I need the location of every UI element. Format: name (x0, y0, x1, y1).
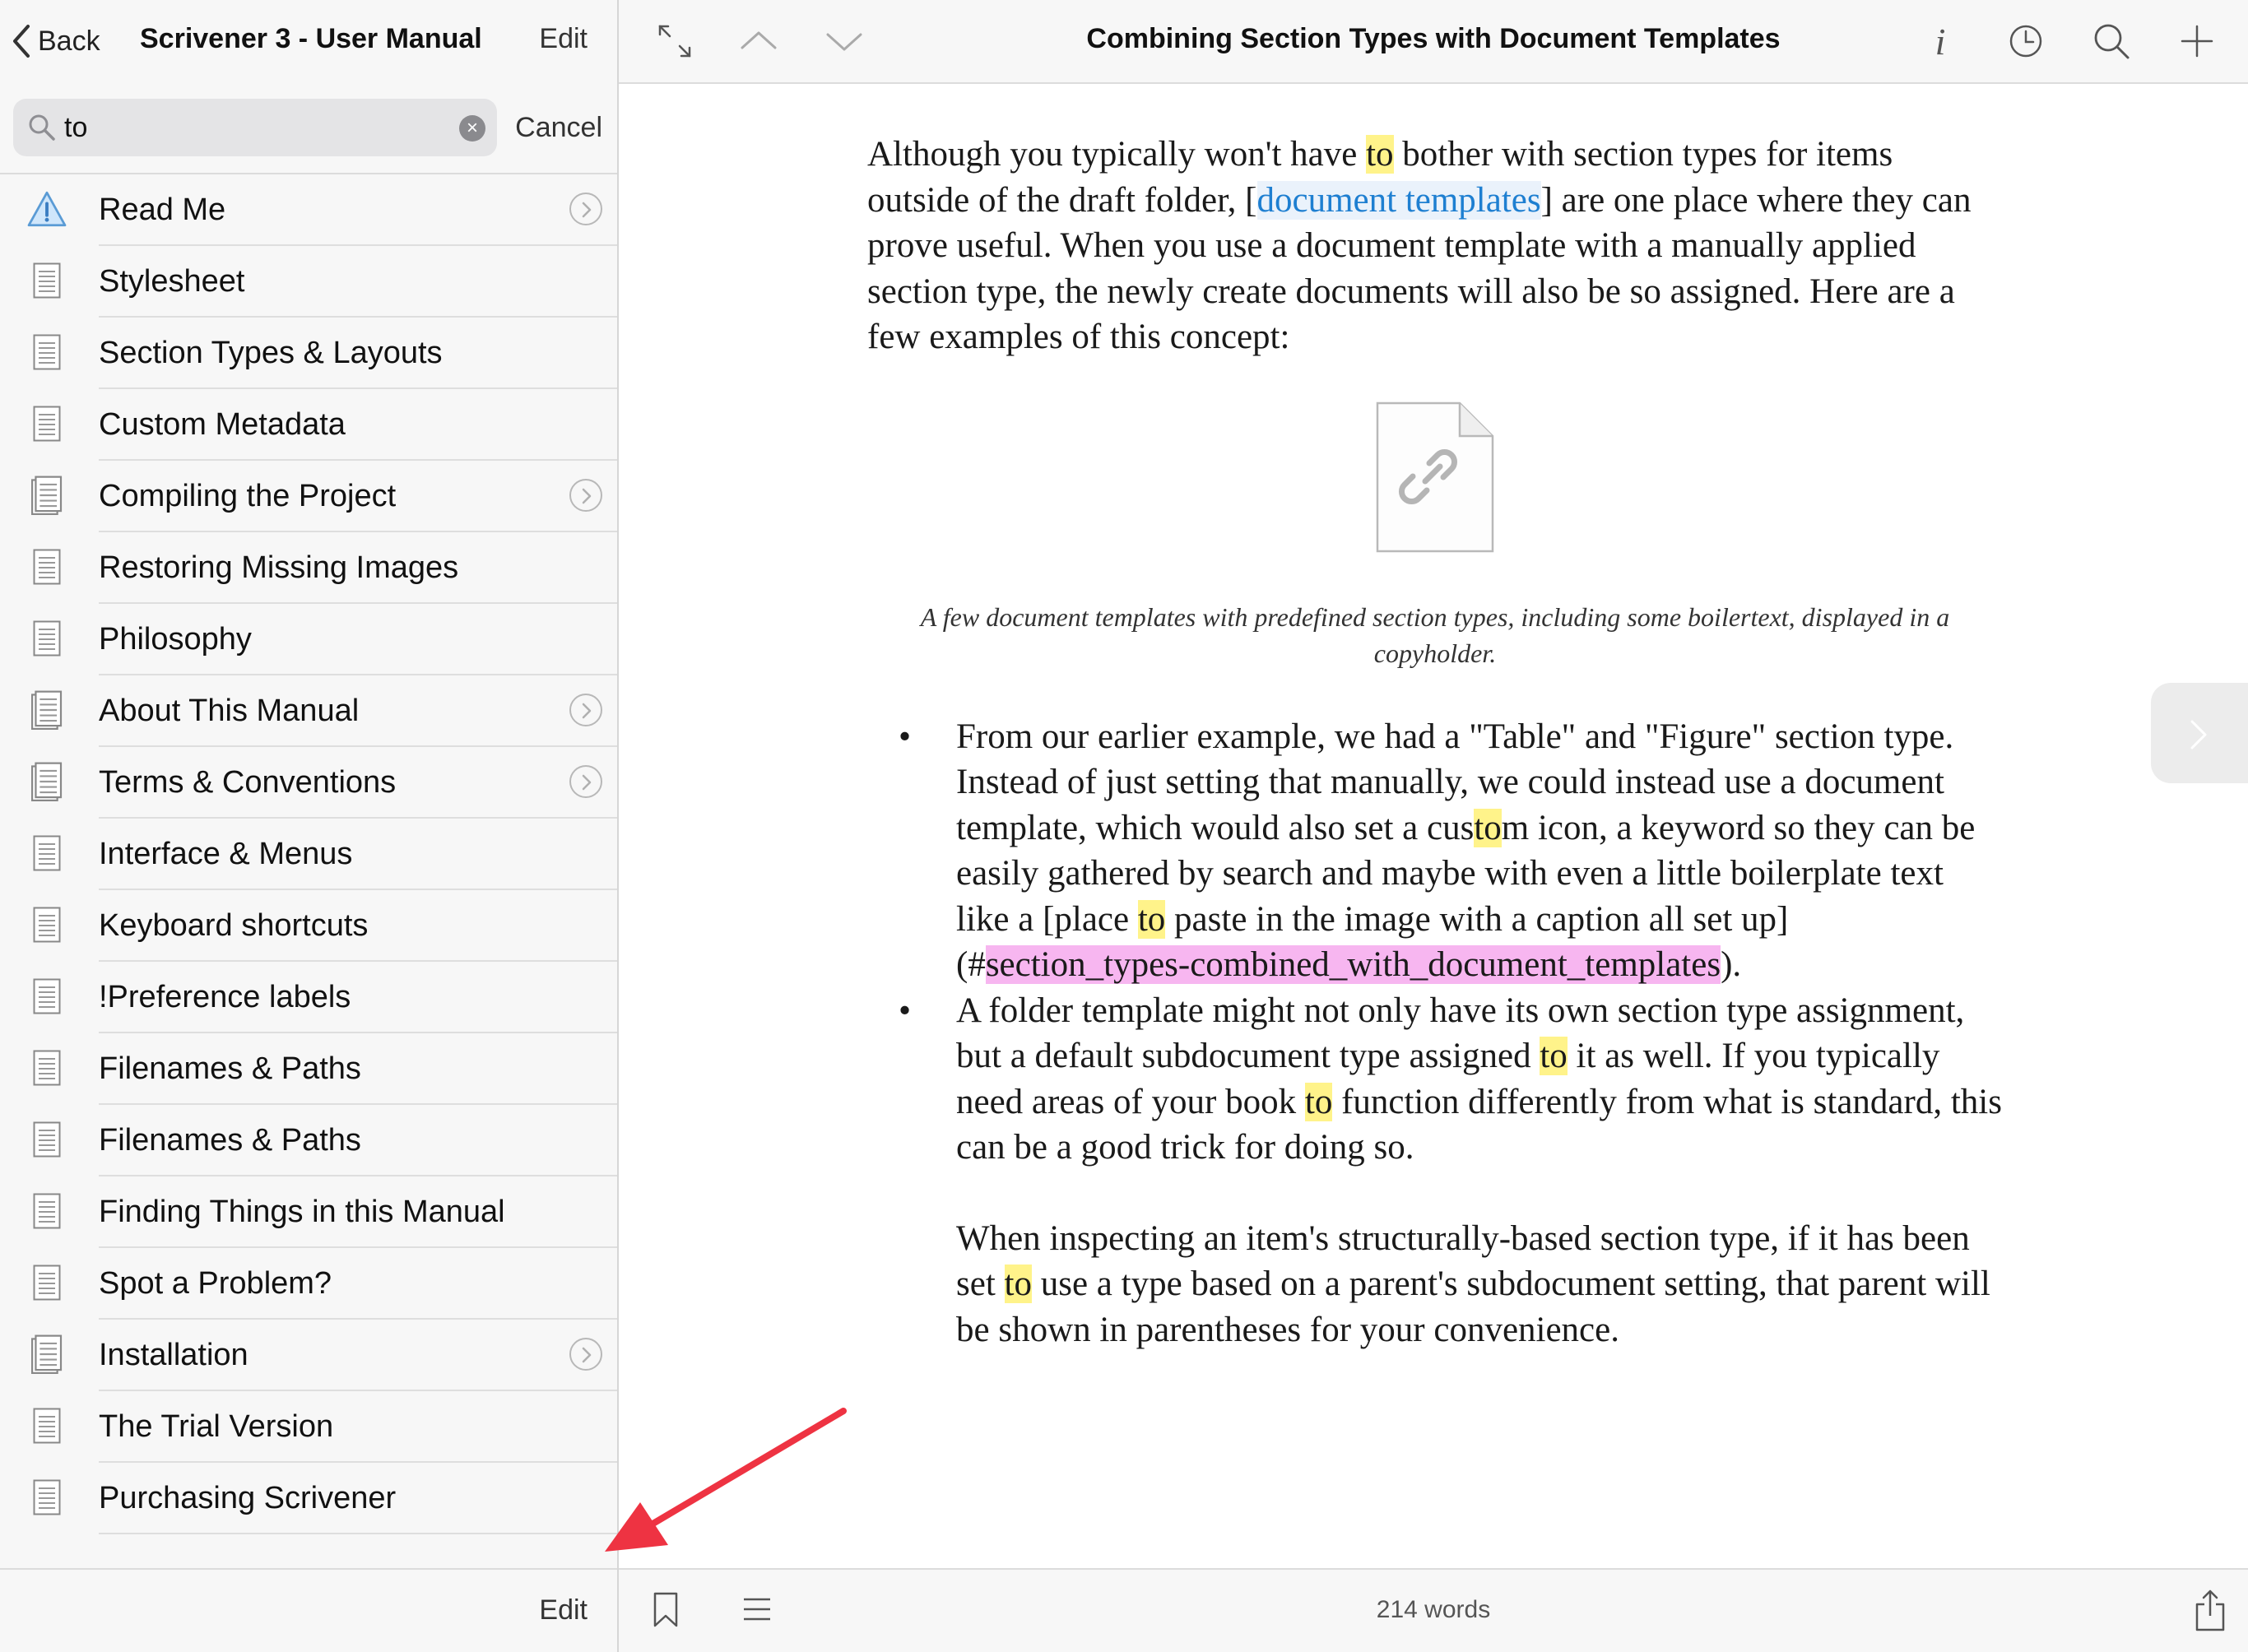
binder-item-label: Stylesheet (99, 264, 245, 299)
text-document-icon (33, 620, 61, 657)
binder-item[interactable] (0, 318, 617, 389)
text-run: function differently from what is standard, this can be a good trick for doing so. (956, 1082, 2002, 1167)
text-document-icon (33, 262, 61, 299)
search-highlight: to (1304, 1082, 1333, 1121)
text-run: ). (1721, 945, 1742, 984)
warning-icon (26, 191, 67, 227)
search-field[interactable] (13, 99, 497, 156)
binder-item[interactable] (0, 461, 617, 532)
binder-item[interactable] (0, 1463, 617, 1534)
binder-item-label: Compiling the Project (99, 479, 397, 513)
binder-item[interactable] (0, 604, 617, 675)
binder-item-label: Spot a Problem? (99, 1266, 332, 1301)
chevron-right-icon (2189, 719, 2209, 750)
disclosure-chevron-icon[interactable] (569, 765, 602, 798)
text-document-icon (33, 406, 61, 442)
binder-item[interactable] (0, 246, 617, 318)
pink-highlight: section_types-combined_with_document_templates (985, 945, 1721, 984)
binder-item[interactable] (0, 890, 617, 962)
binder-item-label: !Preference labels (99, 980, 351, 1014)
bullet-marker: • (899, 991, 912, 1030)
text-run: When inspecting an item's structurally-based section type, if it has been set (956, 1218, 1970, 1303)
text-document-icon (33, 835, 61, 871)
next-document-icon[interactable] (821, 18, 867, 64)
binder-sidebar (0, 0, 619, 1652)
text-document-icon (33, 1265, 61, 1301)
chevron-left-icon (12, 24, 31, 58)
bullet-list (867, 714, 2003, 1171)
binder-item[interactable] (0, 389, 617, 461)
binder-item-label: Keyboard shortcuts (99, 908, 369, 943)
text-run: From our earlier example, we had a "Table" and "Figure" section type. Instead of just setting that manually, we could instead use a document template, which would also set a cus (956, 717, 1954, 847)
expand-icon[interactable] (652, 18, 698, 64)
binder-item[interactable] (0, 819, 617, 890)
binder-item-label: The Trial Version (99, 1409, 334, 1444)
binder-list (0, 174, 617, 1534)
document-templates-link[interactable]: document templates (1256, 180, 1541, 220)
bullet-item (867, 988, 2003, 1171)
sidebar-nav-bar (0, 0, 617, 84)
search-icon[interactable] (2088, 18, 2134, 64)
text-document-icon (33, 549, 61, 585)
disclosure-chevron-icon[interactable] (569, 479, 602, 512)
text-run: m icon, a keyword so they can be easily gathered by search and maybe with even a little boilerplate text like a [place (956, 808, 1976, 939)
bullet-item (867, 714, 2003, 988)
search-icon (28, 114, 56, 142)
disclosure-chevron-icon[interactable] (569, 193, 602, 225)
share-icon[interactable] (2194, 1588, 2227, 1632)
bullet-marker: • (899, 717, 912, 756)
back-label: Back (38, 25, 100, 57)
text-run: use a type based on a parent's subdocument setting, that parent will be shown in parentheses for your convenience. (956, 1265, 1990, 1349)
search-bar (0, 82, 617, 174)
binder-item-label: Filenames & Paths (99, 1051, 361, 1086)
binder-item[interactable] (0, 675, 617, 747)
document-stack-icon (30, 476, 63, 515)
binder-item-label: Filenames & Paths (99, 1123, 361, 1158)
cancel-search-button[interactable]: Cancel (515, 112, 602, 143)
binder-item[interactable] (0, 747, 617, 819)
disclosure-chevron-icon[interactable] (569, 1338, 602, 1371)
binder-item[interactable] (0, 1320, 617, 1391)
intro-paragraph (867, 132, 2003, 360)
sidebar-footer (0, 1568, 617, 1652)
footer-edit-button[interactable]: Edit (539, 1594, 588, 1626)
text-document-icon (33, 1408, 61, 1444)
figure-caption: A few document templates with predefined section types, including some boilertext, displayed in a copyholder. (920, 601, 1950, 668)
binder-item-label: About This Manual (99, 694, 360, 728)
binder-item[interactable] (0, 1391, 617, 1463)
text-run: bother with section types for items outside of the draft folder, [ (867, 135, 1893, 220)
search-input[interactable]: to (64, 112, 88, 143)
text-document-icon (33, 334, 61, 370)
binder-item[interactable] (0, 1033, 617, 1105)
binder-item[interactable] (0, 1105, 617, 1176)
editor-footer (619, 1568, 2248, 1652)
svg-text:i: i (1934, 21, 1946, 63)
binder-item-label: Restoring Missing Images (99, 550, 459, 585)
binder-item-label: Interface & Menus (99, 837, 353, 871)
search-highlight: to (1540, 1037, 1568, 1075)
document-body[interactable] (867, 132, 2003, 1353)
previous-document-icon[interactable] (736, 18, 782, 64)
binder-item-label: Custom Metadata (99, 407, 346, 442)
sidebar-edit-button[interactable]: Edit (539, 23, 588, 54)
figure-placeholder[interactable] (867, 401, 2003, 599)
text-document-icon (33, 1121, 61, 1158)
annotation-arrow (592, 1399, 856, 1563)
binder-item[interactable] (0, 1176, 617, 1248)
word-count: 214 words (1376, 1596, 1491, 1623)
binder-item-label: Read Me (99, 193, 226, 227)
binder-item-label: Section Types & Layouts (99, 336, 443, 370)
text-document-icon (33, 1193, 61, 1229)
binder-item-label: Finding Things in this Manual (99, 1195, 505, 1229)
text-document-icon (33, 978, 61, 1014)
document-stack-icon (30, 762, 63, 801)
document-stack-icon (30, 1334, 63, 1374)
text-run: Although you typically won't have (867, 135, 1367, 174)
text-document-icon (33, 907, 61, 943)
search-highlight: to (1474, 808, 1502, 847)
closing-paragraph (867, 1216, 2003, 1353)
history-icon[interactable] (2003, 18, 2049, 64)
project-title: Scrivener 3 - User Manual (140, 23, 482, 54)
binder-item[interactable] (0, 962, 617, 1033)
binder-item[interactable] (0, 174, 617, 246)
binder-item-label: Purchasing Scrivener (99, 1481, 397, 1515)
binder-item[interactable] (0, 1248, 617, 1320)
editor-nav-bar (619, 0, 2248, 84)
text-run: A folder template might not only have its own section type assignment, but a default subdocument type assigned (956, 991, 1965, 1075)
text-run: it as well. If you typically need areas of your book (956, 1037, 1940, 1121)
text-document-icon (33, 1479, 61, 1515)
document-stack-icon (30, 690, 63, 730)
search-highlight: to (1137, 899, 1166, 939)
text-run: ] are one place where they can prove useful. When you use a document template with a manually applied section type, the newly create documents will also be so assigned. Here are a few examples of this concept: (867, 180, 1972, 356)
disclosure-chevron-icon[interactable] (569, 694, 602, 726)
row-divider (99, 1533, 617, 1534)
back-button[interactable] (12, 18, 100, 64)
text-document-icon (33, 1050, 61, 1086)
binder-item-label: Philosophy (99, 622, 252, 657)
clear-search-icon[interactable]: × (459, 115, 485, 142)
search-highlight: to (1366, 135, 1394, 174)
info-icon[interactable] (1917, 18, 1963, 64)
text-run: paste in the image with a caption all set up](# (956, 899, 1789, 984)
add-icon[interactable] (2174, 18, 2220, 64)
inspector-pull-tab[interactable] (2151, 683, 2248, 783)
binder-item-label: Installation (99, 1338, 248, 1372)
binder-item[interactable] (0, 532, 617, 604)
document-title: Combining Section Types with Document Templates (1086, 23, 1781, 54)
binder-item-label: Terms & Conventions (99, 765, 397, 800)
search-highlight: to (1004, 1265, 1032, 1303)
linked-file-icon (1376, 401, 1494, 553)
